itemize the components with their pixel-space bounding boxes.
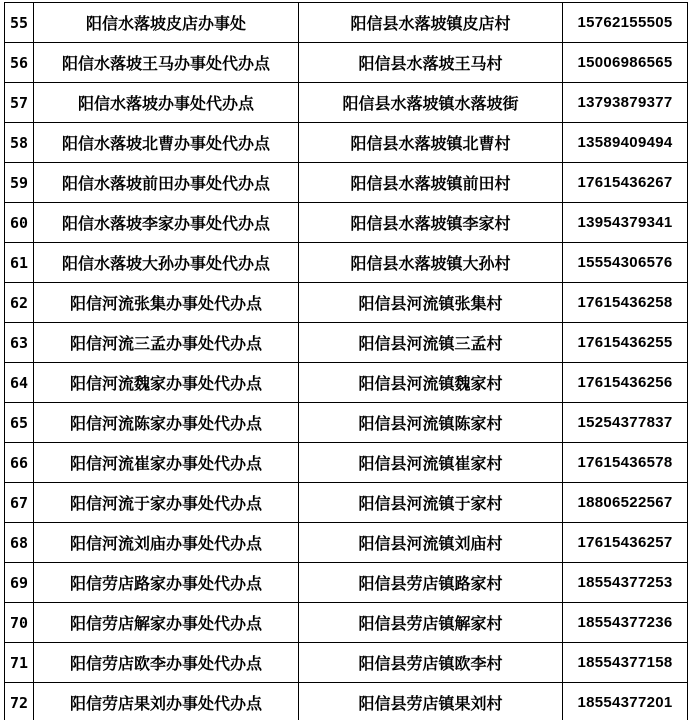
office-name-cell: 阳信水落坡前田办事处代办点 [34, 163, 299, 203]
address-cell: 阳信县劳店镇解家村 [299, 603, 563, 643]
table-row [5, 243, 688, 283]
row-number-cell: 55 [5, 3, 34, 43]
phone-cell: 18554377158 [563, 643, 688, 683]
phone-cell: 13954379341 [563, 203, 688, 243]
row-number-cell: 59 [5, 163, 34, 203]
phone-cell: 13793879377 [563, 83, 688, 123]
table-row [5, 643, 688, 683]
table-row [5, 123, 688, 163]
row-number-cell: 72 [5, 683, 34, 720]
office-name-cell: 阳信河流崔家办事处代办点 [34, 443, 299, 483]
address-cell: 阳信县河流镇张集村 [299, 283, 563, 323]
table-row [5, 163, 688, 203]
row-number-cell: 57 [5, 83, 34, 123]
table-body [5, 3, 688, 720]
office-name-cell: 阳信劳店果刘办事处代办点 [34, 683, 299, 720]
phone-cell: 17615436256 [563, 363, 688, 403]
address-cell: 阳信县河流镇三孟村 [299, 323, 563, 363]
office-name-cell: 阳信劳店路家办事处代办点 [34, 563, 299, 603]
address-cell: 阳信县水落坡镇水落坡街 [299, 83, 563, 123]
phone-cell: 17615436267 [563, 163, 688, 203]
table-row [5, 323, 688, 363]
table-row [5, 603, 688, 643]
phone-cell: 17615436578 [563, 443, 688, 483]
phone-cell: 18806522567 [563, 483, 688, 523]
address-cell: 阳信县水落坡镇北曹村 [299, 123, 563, 163]
office-name-cell: 阳信河流于家办事处代办点 [34, 483, 299, 523]
office-name-cell: 阳信水落坡办事处代办点 [34, 83, 299, 123]
office-name-cell: 阳信水落坡北曹办事处代办点 [34, 123, 299, 163]
office-name-cell: 阳信水落坡皮店办事处 [34, 3, 299, 43]
phone-cell: 15554306576 [563, 243, 688, 283]
row-number-cell: 63 [5, 323, 34, 363]
row-number-cell: 66 [5, 443, 34, 483]
row-number-cell: 64 [5, 363, 34, 403]
address-cell: 阳信县河流镇刘庙村 [299, 523, 563, 563]
table-row [5, 363, 688, 403]
office-name-cell: 阳信劳店解家办事处代办点 [34, 603, 299, 643]
table-row [5, 403, 688, 443]
phone-cell: 17615436258 [563, 283, 688, 323]
phone-cell: 18554377253 [563, 563, 688, 603]
office-name-cell: 阳信水落坡大孙办事处代办点 [34, 243, 299, 283]
row-number-cell: 68 [5, 523, 34, 563]
row-number-cell: 65 [5, 403, 34, 443]
row-number-cell: 61 [5, 243, 34, 283]
table-row [5, 523, 688, 563]
address-cell: 阳信县水落坡镇李家村 [299, 203, 563, 243]
address-cell: 阳信县河流镇于家村 [299, 483, 563, 523]
row-number-cell: 56 [5, 43, 34, 83]
office-name-cell: 阳信水落坡李家办事处代办点 [34, 203, 299, 243]
phone-cell: 18554377236 [563, 603, 688, 643]
phone-cell: 17615436255 [563, 323, 688, 363]
table-row [5, 203, 688, 243]
address-cell: 阳信县水落坡镇前田村 [299, 163, 563, 203]
address-cell: 阳信县劳店镇路家村 [299, 563, 563, 603]
phone-cell: 17615436257 [563, 523, 688, 563]
address-cell: 阳信县河流镇魏家村 [299, 363, 563, 403]
row-number-cell: 70 [5, 603, 34, 643]
row-number-cell: 71 [5, 643, 34, 683]
row-number-cell: 58 [5, 123, 34, 163]
address-cell: 阳信县水落坡镇皮店村 [299, 3, 563, 43]
address-cell: 阳信县河流镇崔家村 [299, 443, 563, 483]
address-cell: 阳信县水落坡镇大孙村 [299, 243, 563, 283]
row-number-cell: 67 [5, 483, 34, 523]
table-row [5, 283, 688, 323]
office-name-cell: 阳信劳店欧李办事处代办点 [34, 643, 299, 683]
row-number-cell: 60 [5, 203, 34, 243]
office-name-cell: 阳信河流张集办事处代办点 [34, 283, 299, 323]
table-row [5, 563, 688, 603]
address-cell: 阳信县劳店镇果刘村 [299, 683, 563, 720]
phone-cell: 15254377837 [563, 403, 688, 443]
table-row [5, 683, 688, 720]
office-name-cell: 阳信水落坡王马办事处代办点 [34, 43, 299, 83]
office-name-cell: 阳信河流三孟办事处代办点 [34, 323, 299, 363]
phone-cell: 15762155505 [563, 3, 688, 43]
table-row [5, 483, 688, 523]
phone-cell: 18554377201 [563, 683, 688, 720]
office-directory-table [4, 2, 688, 720]
row-number-cell: 69 [5, 563, 34, 603]
row-number-cell: 62 [5, 283, 34, 323]
phone-cell: 13589409494 [563, 123, 688, 163]
table-row [5, 43, 688, 83]
table-row [5, 3, 688, 43]
office-name-cell: 阳信河流陈家办事处代办点 [34, 403, 299, 443]
office-name-cell: 阳信河流魏家办事处代办点 [34, 363, 299, 403]
office-name-cell: 阳信河流刘庙办事处代办点 [34, 523, 299, 563]
phone-cell: 15006986565 [563, 43, 688, 83]
address-cell: 阳信县劳店镇欧李村 [299, 643, 563, 683]
table-row [5, 443, 688, 483]
address-cell: 阳信县水落坡王马村 [299, 43, 563, 83]
table-row [5, 83, 688, 123]
address-cell: 阳信县河流镇陈家村 [299, 403, 563, 443]
